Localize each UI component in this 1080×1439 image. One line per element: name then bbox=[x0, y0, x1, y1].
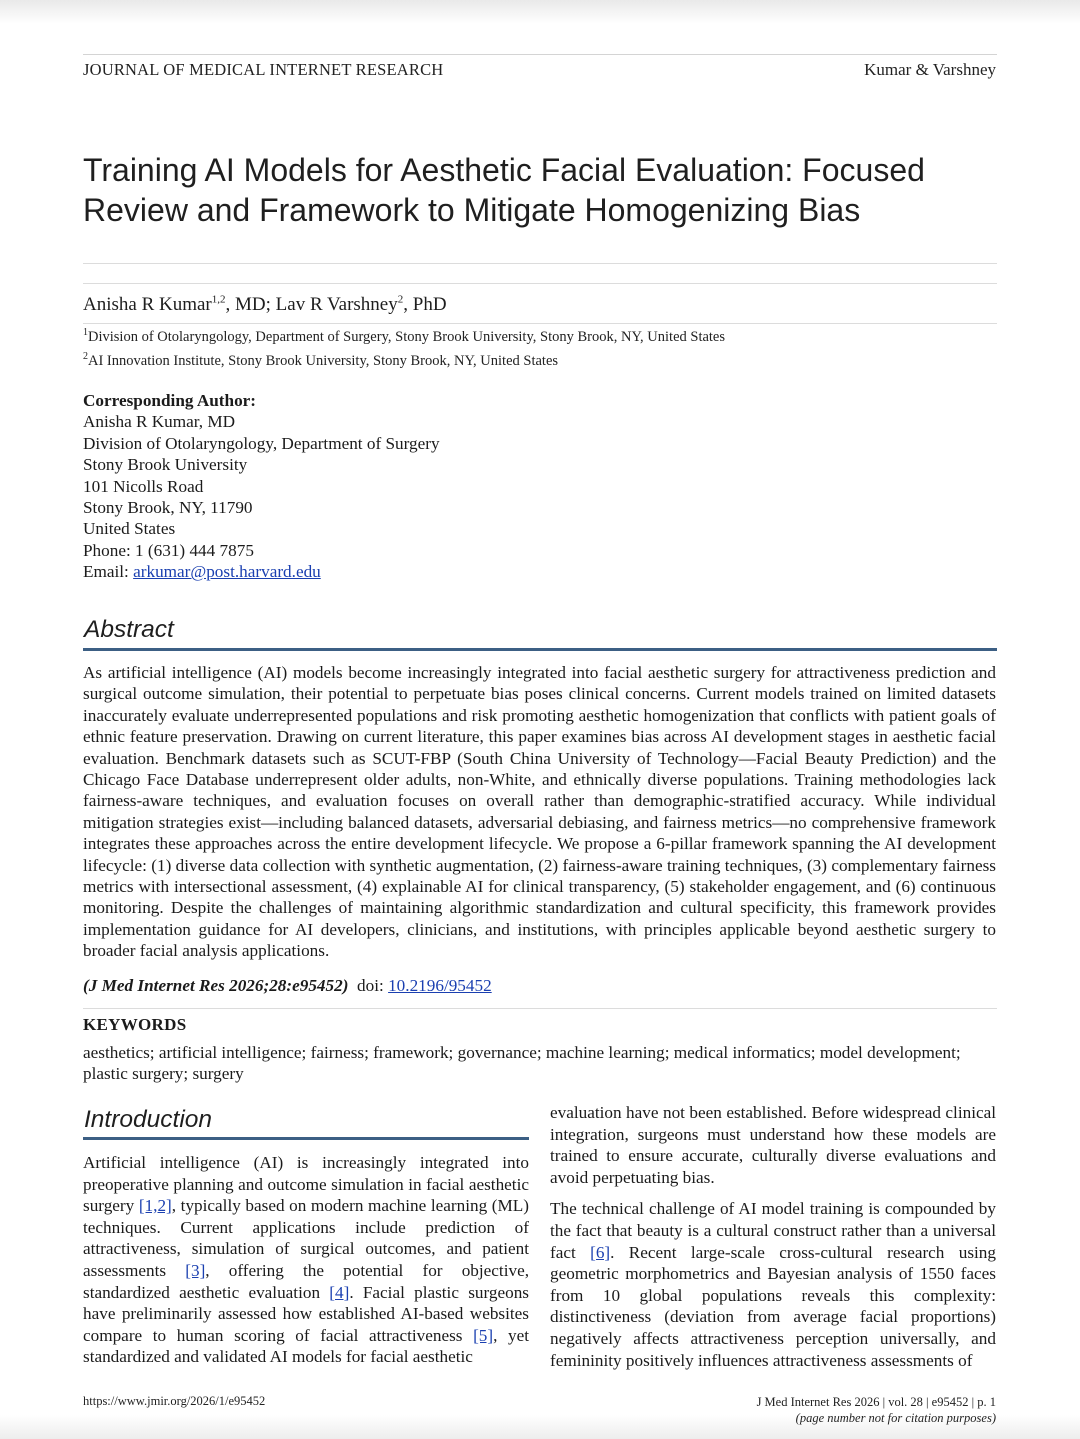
email-label: Email: bbox=[83, 562, 134, 582]
author-name: Lav R Varshney bbox=[275, 294, 398, 315]
doi-label: doi: bbox=[357, 976, 389, 995]
abstract-heading-bar bbox=[83, 648, 997, 651]
footer-url: https://www.jmir.org/2026/1/e95452 bbox=[83, 1394, 266, 1408]
header-rule bbox=[83, 54, 997, 55]
corresponding-line: Stony Brook, NY, 11790 bbox=[83, 498, 253, 518]
intro-left-column bbox=[83, 1152, 529, 1368]
title-rule-bottom bbox=[83, 283, 997, 284]
keywords-heading: KEYWORDS bbox=[83, 1015, 187, 1034]
intro-paragraph-1 bbox=[83, 1152, 529, 1368]
author-degree: , MD; bbox=[225, 294, 276, 315]
intro-paragraph-2 bbox=[550, 1198, 996, 1371]
affiliation-number: 2 bbox=[83, 351, 88, 362]
author-affiliation-sup: 1,2 bbox=[211, 293, 226, 306]
reference-link[interactable]: [3] bbox=[185, 1260, 206, 1280]
running-authors: Kumar & Varshney bbox=[864, 60, 996, 79]
footer-page-info bbox=[757, 1394, 996, 1426]
affiliation-1 bbox=[83, 327, 725, 346]
introduction-heading-bar bbox=[83, 1137, 529, 1140]
affiliation-text: Division of Otolaryngology, Department of Surgery, Stony Brook University, Stony Brook, NY, United States bbox=[88, 328, 726, 345]
corresponding-line: Phone: 1 (631) 444 7875 bbox=[83, 540, 254, 560]
affiliation-rule bbox=[83, 323, 997, 324]
doi-link[interactable]: 10.2196/95452 bbox=[388, 976, 492, 995]
reference-link[interactable]: [5] bbox=[473, 1325, 494, 1345]
corresponding-line: Stony Brook University bbox=[83, 455, 248, 475]
affiliation-2 bbox=[83, 351, 558, 370]
introduction-heading: Introduction bbox=[84, 1106, 213, 1133]
citation-line bbox=[83, 976, 492, 996]
text-run: The technical challenge of AI model training is compounded by the fact that beauty is a cultural construct rather than a universal fact bbox=[550, 1199, 996, 1262]
author-affiliation-sup: 2 bbox=[397, 293, 404, 306]
keywords-text: aesthetics; artificial intelligence; fairness; framework; governance; machine learning; medical informatics; model development; plastic surgery; surgery bbox=[83, 1043, 961, 1084]
text-run: , offering the potential for objective, standardized aesthetic evaluation bbox=[83, 1260, 529, 1302]
author-degree: , PhD bbox=[403, 294, 447, 315]
text-run: Artificial intelligence (AI) is increasingly integrated into preoperative planning and outcome simulation in facial aesthetic surgery bbox=[83, 1153, 529, 1216]
corresponding-line: Anisha R Kumar, MD bbox=[83, 412, 236, 432]
abstract-heading: Abstract bbox=[84, 616, 174, 643]
text-run: , yet standardized and validated AI models for facial aesthetic bbox=[83, 1325, 530, 1367]
title-rule-top bbox=[83, 263, 997, 264]
corresponding-line: 101 Nicolls Road bbox=[83, 476, 204, 496]
intro-right-column bbox=[550, 1102, 996, 1371]
journal-name: JOURNAL OF MEDICAL INTERNET RESEARCH bbox=[83, 60, 444, 79]
reference-link[interactable]: [6] bbox=[590, 1242, 611, 1262]
text-run: . Recent large-scale cross-cultural research using geometric morphometrics and Bayesian analysis of 1550 faces from 10 global populations reveals this complexity: distinctiveness (deviation from average facial proportions) negatively affects attractiveness perception universally, and femininity positively influences attractiveness assessments of bbox=[550, 1242, 996, 1370]
text-run: . Facial plastic surgeons have preliminarily assessed how established AI-based websites compare to human scoring of facial attractiveness bbox=[83, 1282, 529, 1345]
footer-note: (page number not for citation purposes) bbox=[795, 1411, 996, 1425]
affiliation-number: 1 bbox=[83, 327, 88, 338]
corresponding-author-block bbox=[83, 390, 440, 583]
citation-text: (J Med Internet Res 2026;28:e95452) bbox=[83, 976, 349, 995]
author-name: Anisha R Kumar bbox=[83, 294, 212, 315]
article-title: Training AI Models for Aesthetic Facial Evaluation: Focused Review and Framework to Mitigate Homogenizing Bias bbox=[83, 152, 925, 228]
email-line bbox=[83, 561, 440, 582]
abstract-text: As artificial intelligence (AI) models become increasingly integrated into facial aesthetic surgery for attractiveness prediction and surgical outcome simulation, their potential to perpetuate bias poses clinical concerns. Current models trained on limited datasets inaccurately evaluate underrepresented populations and risk promoting aesthetic homogenization that conflicts with patient goals of ethnic feature preservation. Drawing on current literature, this paper examines bias across AI development stages in aesthetic facial evaluation. Benchmark datasets such as SCUT-FBP (South China University of Technology—Facial Beauty Prediction) and the Chicago Face Database underrepresent older adults, non-White, and ethnically diverse populations. Training methodologies lack fairness-aware techniques, and evaluation focuses on overall rather than demographic-stratified accuracy. While individual mitigation strategies exist—including balanced datasets, adversarial debiasing, and fairness metrics—no comprehensive framework integrates these approaches across the entire development lifecycle. We propose a 6-pillar framework spanning the AI development lifecycle: (1) diverse data collection with synthetic augmentation, (2) fairness-aware training techniques, (3) complementary fairness metrics with intersectional assessment, (4) explainable AI for clinical transparency, (5) stakeholder engagement, and (6) continuous monitoring. Despite the challenges of maintaining algorithmic standardization and cultural specificity, this framework provides implementation guidance for AI developers, clinicians, and institutions, with principles applicable beyond aesthetic surgery to broader facial analysis applications. bbox=[83, 663, 996, 961]
corresponding-line: United States bbox=[83, 519, 176, 539]
affiliation-text: AI Innovation Institute, Stony Brook University, Stony Brook, NY, United States bbox=[88, 352, 559, 369]
reference-link[interactable]: [1,2] bbox=[138, 1196, 172, 1216]
corresponding-line: Division of Otolaryngology, Department of Surgery bbox=[83, 433, 440, 453]
intro-paragraph-continued: evaluation have not been established. Before widespread clinical integration, surgeons must understand how these models are trained to ensure accurate, culturally diverse evaluations and avoid perpetuating bias. bbox=[550, 1103, 996, 1187]
reference-link[interactable]: [4] bbox=[329, 1282, 350, 1302]
text-run: , typically based on modern machine learning (ML) techniques. Current applications include prediction of attractiveness, simulation of surgical outcomes, and patient assessments bbox=[83, 1196, 529, 1280]
author-line bbox=[83, 294, 447, 316]
keywords-rule bbox=[83, 1008, 997, 1009]
email-link[interactable]: arkumar@post.harvard.edu bbox=[133, 562, 321, 582]
footer-citation: J Med Internet Res 2026 | vol. 28 | e95452 | p. 1 bbox=[756, 1395, 996, 1409]
corresponding-author-heading: Corresponding Author: bbox=[83, 391, 257, 410]
